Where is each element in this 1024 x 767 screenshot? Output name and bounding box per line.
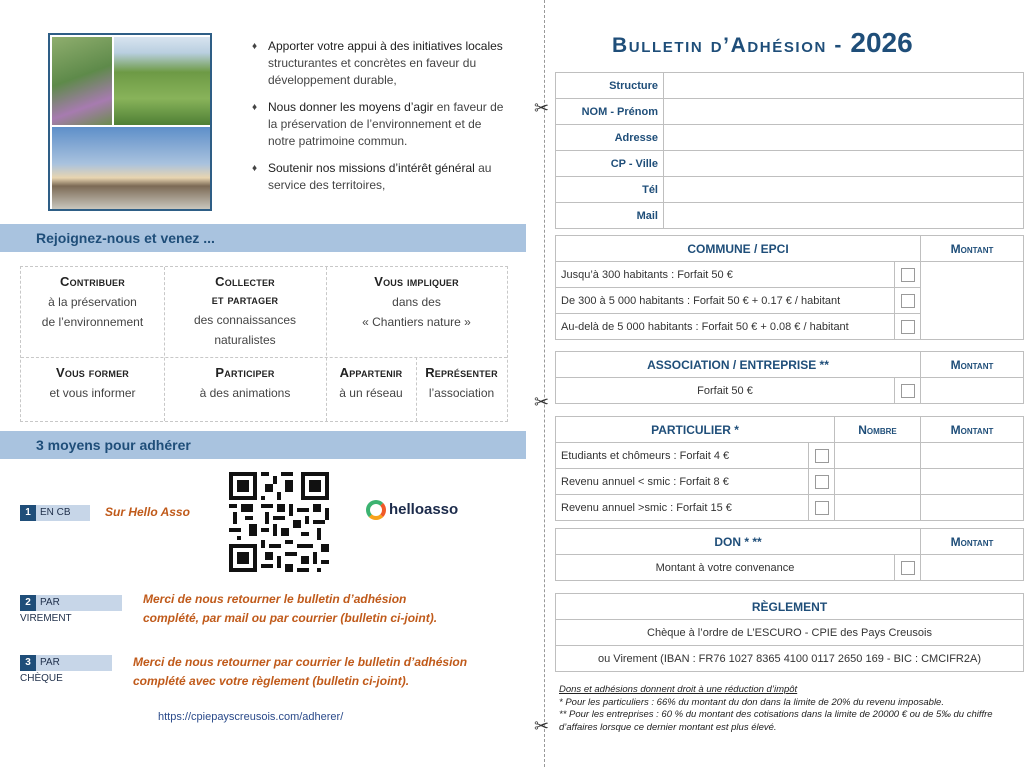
action-collecter: Collecter et partager des connaissances naturalistes <box>193 274 297 347</box>
count-header: Nombre <box>835 417 921 443</box>
mail-input[interactable] <box>664 203 1024 229</box>
asso-amount-input[interactable] <box>921 378 1024 404</box>
action-representer: Représenter l’association <box>425 365 498 400</box>
way-cb-text: Sur Hello Asso <box>105 505 190 519</box>
identity-table <box>555 72 1024 229</box>
tariff-label: Revenu annuel >smic : Forfait 15 € <box>556 495 809 521</box>
butterfly-photo <box>52 37 112 125</box>
checkbox[interactable] <box>901 561 915 575</box>
way-cb-badge: 1 EN CB <box>20 505 90 521</box>
action-contribuer: Contribuer à la préservation de l’environnement <box>41 274 144 329</box>
way-virement-text: Merci de nous retourner le bulletin d’adhésion complété, par mail ou par courrier (bulletin ci-joint). <box>143 592 438 625</box>
action-participer: Participer à des animations <box>199 365 291 400</box>
field-label: Adresse <box>556 125 664 151</box>
field-label: Mail <box>556 203 664 229</box>
diamond-icon: ♦ <box>252 163 258 174</box>
commune-table <box>555 235 1024 340</box>
sunrise-photo <box>52 127 210 209</box>
amount-header: Montant <box>921 529 1024 555</box>
structure-input[interactable] <box>664 73 1024 99</box>
scissors-icon: ✂ <box>534 98 550 118</box>
count-input[interactable] <box>835 443 921 469</box>
scissors-icon: ✂ <box>534 392 550 412</box>
checkbox[interactable] <box>901 320 915 334</box>
landscape-photo <box>114 37 210 125</box>
field-label: NOM - Prénom <box>556 99 664 125</box>
way-cheque-badge: 3 PAR CHÈQUE <box>20 655 112 671</box>
checkbox[interactable] <box>901 384 915 398</box>
actions-grid <box>20 266 508 422</box>
tariff-label: Forfait 50 € <box>556 378 895 404</box>
commune-amount-input[interactable] <box>921 262 1024 340</box>
join-band: Rejoignez-nous et venez ... <box>0 224 526 252</box>
adresse-input[interactable] <box>664 125 1024 151</box>
asso-header: ASSOCIATION / ENTREPRISE ** <box>556 352 921 378</box>
checkbox[interactable] <box>815 475 829 489</box>
amount-header: Montant <box>921 352 1024 378</box>
benefits-list <box>252 38 512 204</box>
diamond-icon: ♦ <box>252 102 258 113</box>
particulier-header: PARTICULIER * <box>556 417 835 443</box>
helloasso-ring-icon <box>366 500 386 520</box>
tariff-label: De 300 à 5 000 habitants : Forfait 50 € + 0.17 € / habitant <box>556 288 895 314</box>
field-label: CP - Ville <box>556 151 664 177</box>
amount-header: Montant <box>921 236 1024 262</box>
photo-collage <box>48 33 212 211</box>
checkbox[interactable] <box>901 294 915 308</box>
commune-header: COMMUNE / EPCI <box>556 236 921 262</box>
don-header: DON * ** <box>556 529 921 555</box>
field-label: Structure <box>556 73 664 99</box>
tariff-label: Jusqu’à 300 habitants : Forfait 50 € <box>556 262 895 288</box>
adhesion-link[interactable]: https://cpiepayscreusois.com/adherer/ <box>158 711 344 723</box>
helloasso-logo[interactable]: helloasso <box>366 500 458 520</box>
benefit-item: ♦ Soutenir nos missions d’intérêt général au service des territoires, <box>252 161 492 192</box>
checkbox[interactable] <box>815 501 829 515</box>
reglement-table <box>555 593 1024 672</box>
action-appartenir: Appartenir à un réseau <box>339 365 403 400</box>
checkbox[interactable] <box>901 268 915 282</box>
way-virement-badge: 2 PAR VIREMENT <box>20 595 122 611</box>
amount-input[interactable] <box>921 469 1024 495</box>
way-cheque-text: Merci de nous retourner par courrier le bulletin d’adhésion complété avec votre règlement (bulletin ci-joint). <box>133 655 468 688</box>
tel-input[interactable] <box>664 177 1024 203</box>
action-impliquer: Vous impliquer dans des « Chantiers nature » <box>362 274 471 329</box>
cp-ville-input[interactable] <box>664 151 1024 177</box>
field-label: Tél <box>556 177 664 203</box>
qr-code-icon[interactable] <box>229 472 329 572</box>
form-title: Bulletin d’Adhésion - 2026 <box>612 27 913 58</box>
nom-prenom-input[interactable] <box>664 99 1024 125</box>
scissors-icon: ✂ <box>534 716 550 736</box>
benefit-item: ♦ Apporter votre appui à des initiatives locales structurantes et concrètes en faveur du développement durable, <box>252 39 503 87</box>
benefit-item: ♦ Nous donner les moyens d’agir en faveur de la préservation de l’environnement et de notre patrimoine commun. <box>252 100 504 148</box>
tariff-label: Etudiants et chômeurs : Forfait 4 € <box>556 443 809 469</box>
tariff-label: Montant à votre convenance <box>556 555 895 581</box>
reglement-cheque: Chèque à l’ordre de L’ESCURO - CPIE des Pays Creusois <box>556 620 1024 646</box>
amount-header: Montant <box>921 417 1024 443</box>
amount-input[interactable] <box>921 495 1024 521</box>
reglement-header: RÈGLEMENT <box>556 594 1024 620</box>
count-input[interactable] <box>835 495 921 521</box>
tariff-label: Au-delà de 5 000 habitants : Forfait 50 € + 0.08 € / habitant <box>556 314 895 340</box>
tariff-label: Revenu annuel < smic : Forfait 8 € <box>556 469 809 495</box>
asso-table <box>555 351 1024 404</box>
amount-input[interactable] <box>921 443 1024 469</box>
don-amount-input[interactable] <box>921 555 1024 581</box>
checkbox[interactable] <box>815 449 829 463</box>
diamond-icon: ♦ <box>252 41 258 52</box>
particulier-table <box>555 416 1024 521</box>
tax-notes: Dons et adhésions donnent droit à une réduction d’impôt * Pour les particuliers : 66% du montant du don dans la limite de 20% du revenu imposable. ** Pour les entreprises : 60 % du montant des cotisations dans la limite de 20000 € ou de 5‰ du chiffre d’affaires lorsque ce dernier montant est plus élevé. <box>559 684 993 733</box>
reglement-virement: ou Virement (IBAN : FR76 1027 8365 4100 0117 2650 169 - BIC : CMCIFR2A) <box>556 646 1024 672</box>
action-former: Vous former et vous informer <box>49 365 136 400</box>
count-input[interactable] <box>835 469 921 495</box>
ways-band: 3 moyens pour adhérer <box>0 431 526 459</box>
don-table <box>555 528 1024 581</box>
